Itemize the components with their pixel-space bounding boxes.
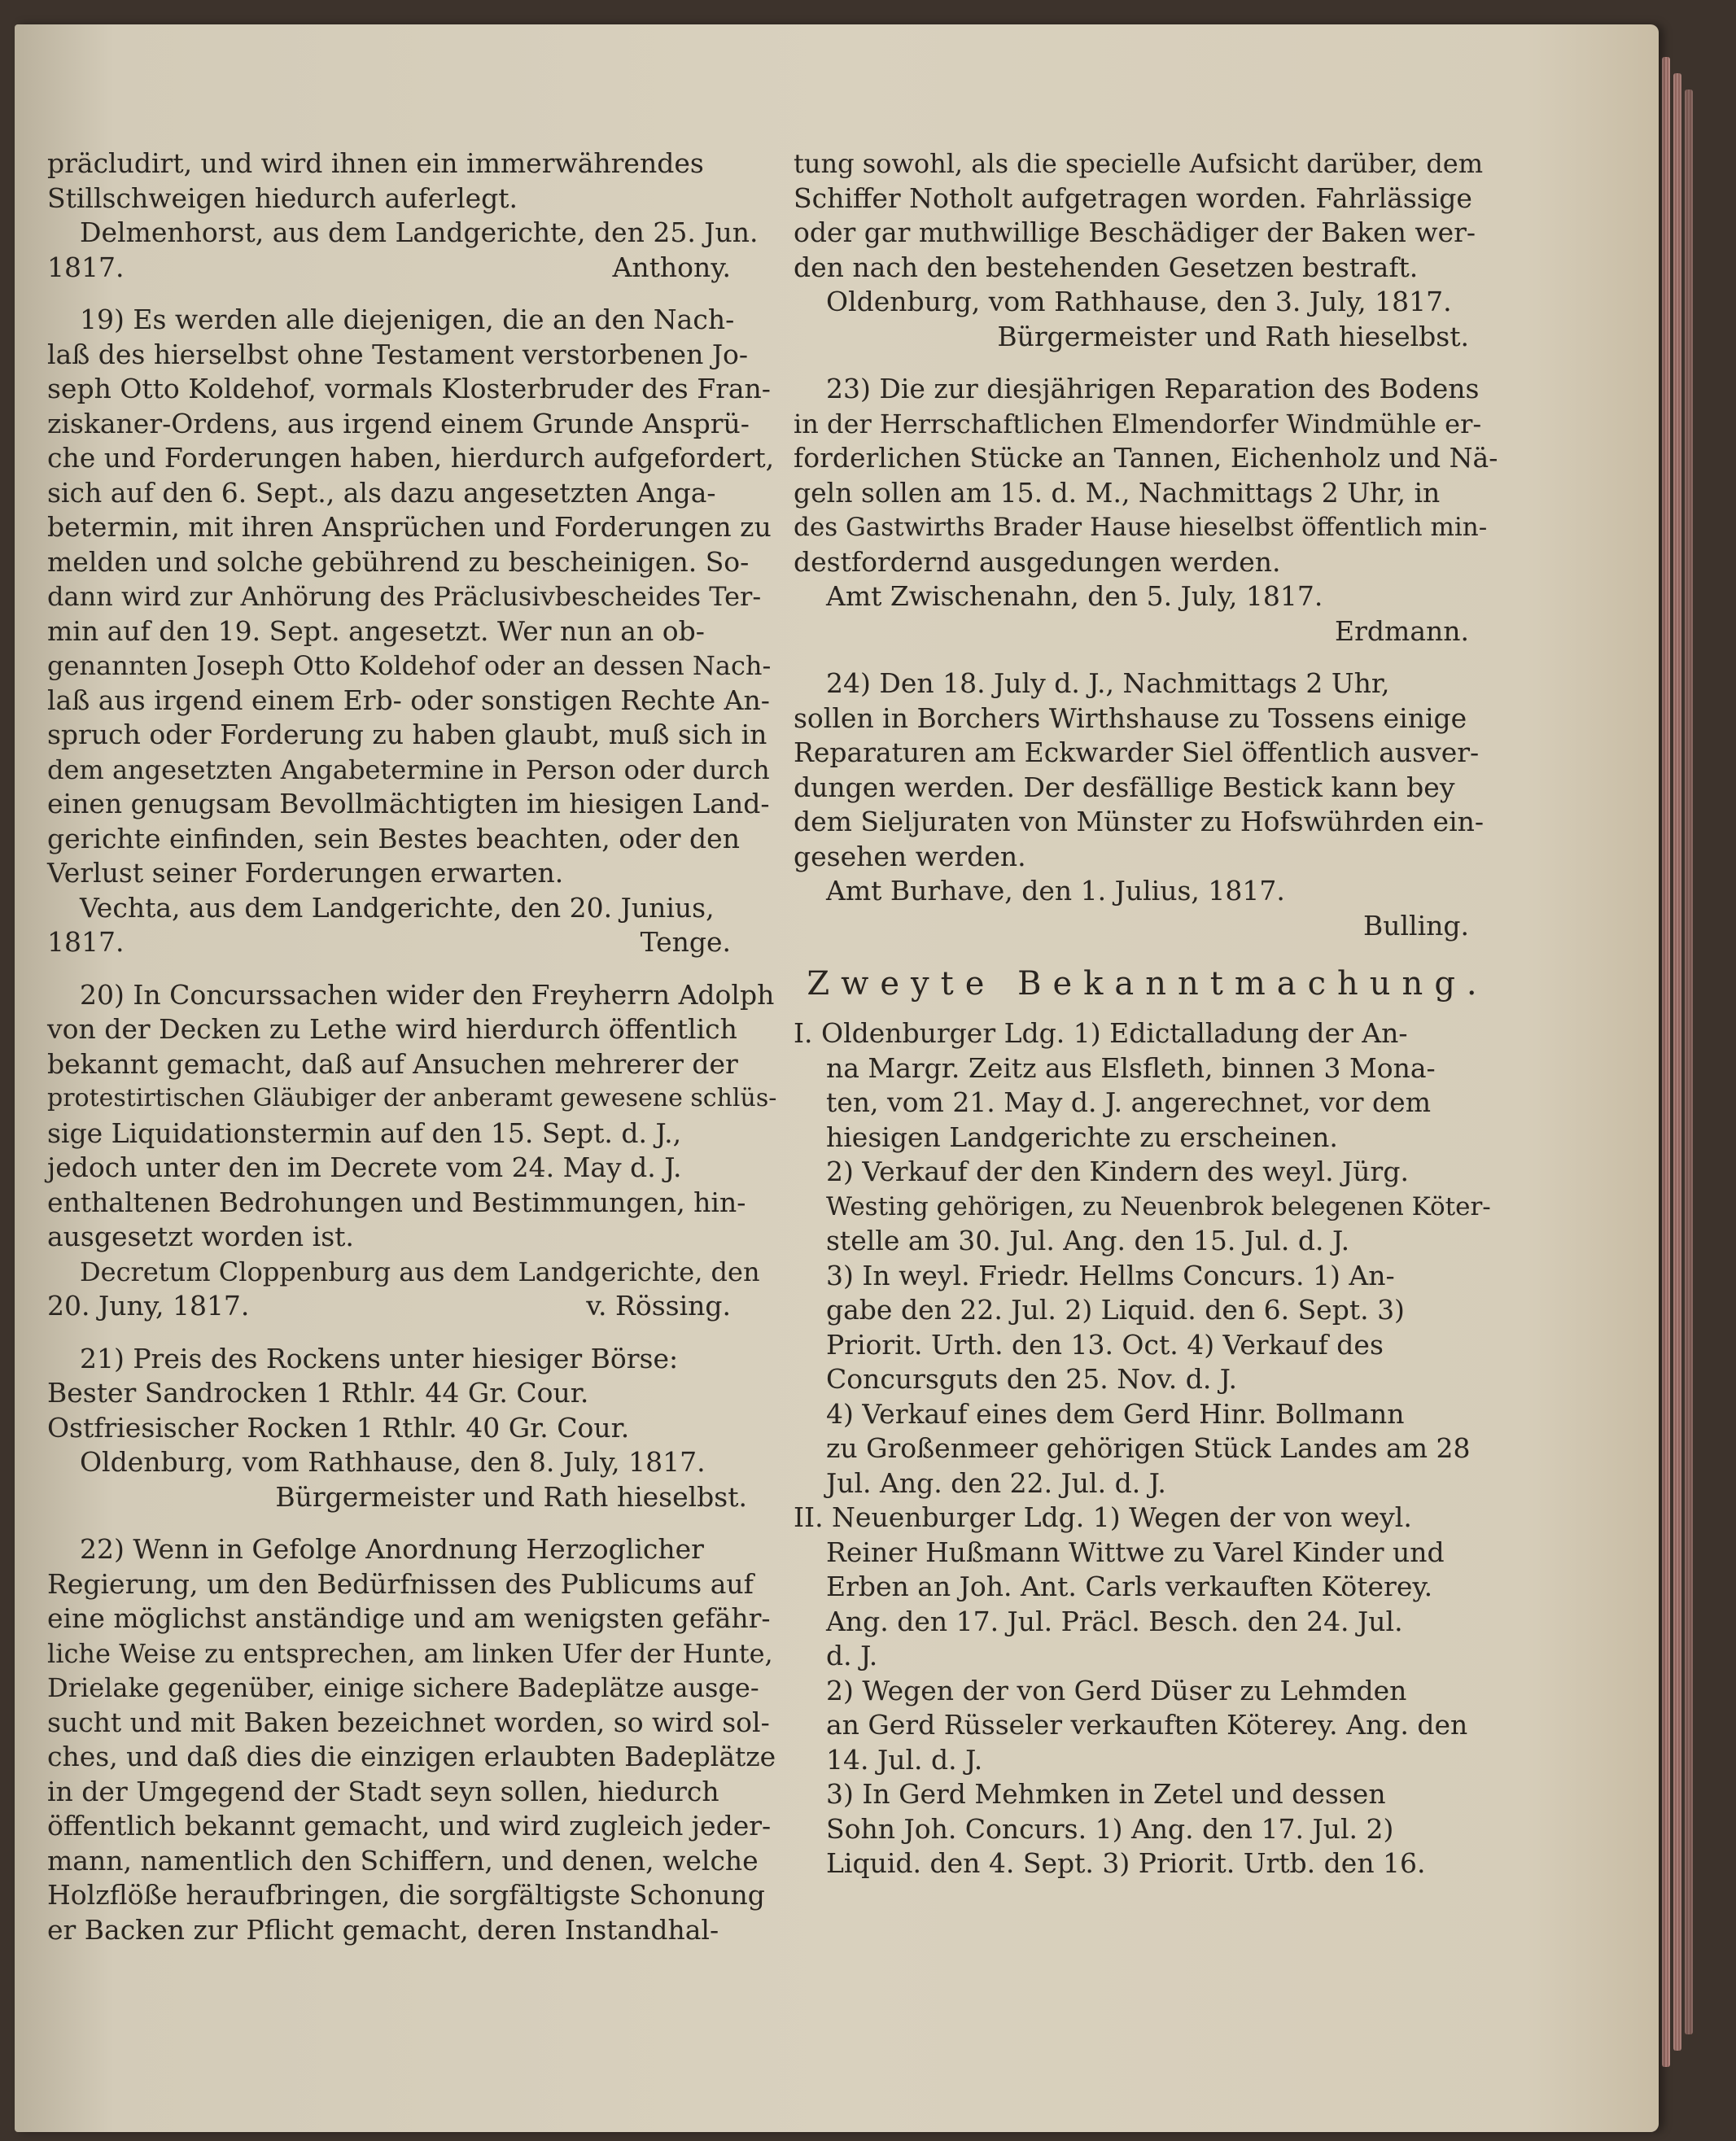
text-line: Erben an Joh. Ant. Carls verkauften Köterey. bbox=[826, 1571, 1433, 1602]
text-line: 3) In Gerd Mehmken in Zetel und dessen bbox=[826, 1778, 1386, 1810]
text-line: 20) In Concurssachen wider den Freyherrn Adolph bbox=[80, 978, 775, 1011]
text-line: von der Decken zu Lethe wird hierdurch öffentlich bbox=[47, 1013, 737, 1045]
text-line: jedoch unter den im Decrete vom 24. May d. J. bbox=[47, 1151, 682, 1183]
text-line: na Margr. Zeitz aus Elsfleth, binnen 3 Mona- bbox=[826, 1051, 1436, 1084]
text-line: Liquid. den 4. Sept. 3) Priorit. Urtb. den 16. bbox=[826, 1847, 1426, 1879]
paragraph-gap bbox=[47, 1324, 780, 1342]
text-line: Delmenhorst, aus dem Landgerichte, den 25. Jun. bbox=[80, 216, 759, 248]
text-line: Verlust seiner Forderungen erwarten. bbox=[47, 857, 564, 889]
text-line: Schiffer Notholt aufgetragen worden. Fahrlässige bbox=[794, 181, 1472, 214]
text-line: dungen werden. Der desfällige Bestick kann bey bbox=[794, 771, 1455, 803]
signature-name: Tenge. bbox=[640, 926, 731, 958]
paragraph-gap bbox=[794, 649, 1502, 666]
text-line: eine möglichst anständige und am wenigsten gefähr- bbox=[47, 1602, 771, 1634]
text-line: genannten Joseph Otto Koldehof oder an dessen Nach- bbox=[47, 650, 772, 681]
text-line bbox=[47, 1289, 780, 1324]
text-line: enthaltenen Bedrohungen und Bestimmungen, hin- bbox=[47, 1186, 746, 1218]
paragraph-gap bbox=[47, 960, 780, 978]
text-line: Concursguts den 25. Nov. d. J. bbox=[826, 1363, 1237, 1395]
text-line: den nach den bestehenden Gesetzen bestraft. bbox=[794, 251, 1419, 283]
text-line: des Gastwirths Brader Hause hieselbst öffentlich min- bbox=[794, 513, 1488, 542]
line-left-part: 20. Juny, 1817. bbox=[47, 1290, 250, 1322]
line-left-part: 1817. bbox=[47, 926, 125, 958]
text-line: destfordernd ausgedungen werden. bbox=[794, 545, 1281, 578]
text-line bbox=[47, 251, 780, 286]
text-line: oder gar muthwillige Beschädiger der Baken wer- bbox=[794, 216, 1476, 248]
text-line: Priorit. Urth. den 13. Oct. 4) Verkauf des bbox=[826, 1328, 1384, 1361]
line-left-part: 1817. bbox=[47, 251, 125, 283]
text-line: 4) Verkauf eines dem Gerd Hinr. Bollmann bbox=[826, 1397, 1405, 1430]
text-line: 2) Verkauf der den Kindern des weyl. Jürg. bbox=[826, 1156, 1409, 1187]
text-line: geln sollen am 15. d. M., Nachmittags 2 Uhr, in bbox=[794, 476, 1441, 509]
text-line: min auf den 19. Sept. angesetzt. Wer nun an ob- bbox=[47, 614, 705, 647]
text-line: mann, namentlich den Schiffern, und denen, welche bbox=[47, 1844, 759, 1877]
text-line: che und Forderungen haben, hierdurch aufgefordert, bbox=[47, 442, 775, 474]
text-line: in der Umgegend der Stadt seyn sollen, hiedurch bbox=[47, 1775, 719, 1807]
text-line: II. Neuenburger Ldg. 1) Wegen der von weyl. bbox=[794, 1501, 1412, 1533]
text-line: laß aus irgend einem Erb- oder sonstigen Rechte An- bbox=[47, 684, 770, 716]
text-line: tung sowohl, als die specielle Aufsicht darüber, dem bbox=[794, 148, 1484, 179]
text-line: stelle am 30. Jul. Ang. den 15. Jul. d. J. bbox=[826, 1225, 1350, 1256]
text-line: Westing gehörigen, zu Neuenbrok belegenen Köter- bbox=[826, 1191, 1491, 1221]
text-line: seph Otto Koldehof, vormals Klosterbruder des Fran- bbox=[47, 373, 771, 404]
text-line: Bürgermeister und Rath hieselbst. bbox=[997, 320, 1469, 352]
paragraph-gap bbox=[794, 354, 1502, 372]
signature-name: Anthony. bbox=[612, 251, 731, 283]
text-line: sige Liquidationstermin auf den 15. Sept. d. J., bbox=[47, 1116, 682, 1149]
text-line: forderlichen Stücke an Tannen, Eichenholz und Nä- bbox=[794, 442, 1498, 474]
text-line: er Backen zur Pflicht gemacht, deren Instandhal- bbox=[47, 1913, 719, 1946]
text-line: sucht und mit Baken bezeichnet worden, so wird sol- bbox=[47, 1706, 770, 1738]
text-line: 24) Den 18. July d. J., Nachmittags 2 Uhr, bbox=[826, 667, 1390, 699]
text-line bbox=[47, 925, 780, 960]
text-line: dem angesetzten Angabetermine in Person oder durch bbox=[47, 754, 770, 785]
text-line: hiesigen Landgerichte zu erscheinen. bbox=[826, 1121, 1338, 1153]
text-line: Reparaturen am Eckwarder Siel öffentlich ausver- bbox=[794, 736, 1480, 768]
text-line: laß des hierselbst ohne Testament verstorbenen Jo- bbox=[47, 338, 749, 370]
text-line: in der Herrschaftlichen Elmendorfer Windmühle er- bbox=[794, 408, 1482, 439]
text-line: 22) Wenn in Gefolge Anordnung Herzoglicher bbox=[80, 1533, 704, 1565]
text-line: Oldenburg, vom Rathhause, den 8. July, 1817. bbox=[80, 1446, 706, 1478]
text-line: dann wird zur Anhörung des Präclusivbescheides Ter- bbox=[47, 581, 762, 612]
text-line: gerichte einfinden, sein Bestes beachten, oder den bbox=[47, 822, 740, 854]
page-edge bbox=[1685, 90, 1693, 2034]
text-line: liche Weise zu entsprechen, am linken Ufer der Hunte, bbox=[47, 1637, 773, 1669]
left-column bbox=[47, 146, 780, 1947]
text-line: 14. Jul. d. J. bbox=[826, 1743, 983, 1776]
text-line: 21) Preis des Rockens unter hiesiger Börse: bbox=[80, 1342, 679, 1374]
text-line: Ang. den 17. Jul. Präcl. Besch. den 24. Jul. bbox=[826, 1605, 1403, 1637]
text-line: bekannt gemacht, daß auf Ansuchen mehrerer der bbox=[47, 1047, 738, 1080]
text-line: ziskaner-Ordens, aus irgend einem Grunde Ansprü- bbox=[47, 407, 750, 439]
text-line: Regierung, um den Bedürfnissen des Publicums auf bbox=[47, 1567, 754, 1600]
text-line: Sohn Joh. Concurs. 1) Ang. den 17. Jul. 2) bbox=[826, 1812, 1394, 1845]
text-line: 3) In weyl. Friedr. Hellms Concurs. 1) An- bbox=[826, 1259, 1395, 1291]
text-line: Drielake gegenüber, einige sichere Badeplätze ausge- bbox=[47, 1672, 759, 1703]
text-line: Decretum Cloppenburg aus dem Landgerichte, den bbox=[80, 1256, 760, 1287]
text-line: d. J. bbox=[826, 1640, 878, 1671]
text-line: betermin, mit ihren Ansprüchen und Forderungen zu bbox=[47, 511, 772, 543]
text-line: 23) Die zur diesjährigen Reparation des Bodens bbox=[826, 373, 1480, 404]
text-line: Ostfriesischer Rocken 1 Rthlr. 40 Gr. Cour. bbox=[47, 1411, 630, 1444]
text-line: dem Sieljuraten von Münster zu Hofswührden ein- bbox=[794, 806, 1485, 837]
text-line: Bulling. bbox=[1362, 909, 1469, 942]
text-line: melden und solche gebührend zu bescheinigen. So- bbox=[47, 545, 750, 578]
text-line: Erdmann. bbox=[1335, 614, 1469, 647]
text-line: öffentlich bekannt gemacht, und wird zugleich jeder- bbox=[47, 1810, 772, 1842]
text-line: gesehen werden. bbox=[794, 840, 1026, 872]
page-edge bbox=[1662, 57, 1670, 2067]
text-line: Amt Burhave, den 1. Julius, 1817. bbox=[826, 875, 1285, 907]
text-line: sich auf den 6. Sept., als dazu angesetzten Anga- bbox=[47, 476, 716, 509]
paragraph-gap bbox=[47, 1514, 780, 1532]
text-line: Jul. Ang. den 22. Jul. d. J. bbox=[826, 1466, 1166, 1499]
text-line: I. Oldenburger Ldg. 1) Edictalladung der An- bbox=[794, 1017, 1408, 1049]
text-line: spruch oder Forderung zu haben glaubt, muß sich in bbox=[47, 719, 767, 750]
text-line: an Gerd Rüsseler verkauften Köterey. Ang. den bbox=[826, 1709, 1468, 1741]
page-edge bbox=[1673, 73, 1681, 2051]
text-line: Holzflöße heraufbringen, die sorgfältigste Schonung bbox=[47, 1879, 765, 1911]
text-line: protestirtischen Gläubiger der anberamt gewesene schlüs- bbox=[47, 1084, 777, 1112]
section-heading: Zweyte Bekanntmachung. bbox=[807, 965, 1489, 1003]
text-line: Vechta, aus dem Landgerichte, den 20. Junius, bbox=[80, 891, 715, 924]
text-line: 2) Wegen der von Gerd Düser zu Lehmden bbox=[826, 1674, 1407, 1706]
text-line: sollen in Borchers Wirthshause zu Tossens einige bbox=[794, 701, 1467, 734]
text-line: gabe den 22. Jul. 2) Liquid. den 6. Sept. 3) bbox=[826, 1294, 1405, 1326]
text-line: Bester Sandrocken 1 Rthlr. 44 Gr. Cour. bbox=[47, 1377, 589, 1409]
text-line: 19) Es werden alle diejenigen, die an den Nach- bbox=[80, 304, 735, 335]
text-line: Stillschweigen hiedurch auferlegt. bbox=[47, 181, 518, 214]
text-line: ausgesetzt worden ist. bbox=[47, 1221, 354, 1252]
text-line: Amt Zwischenahn, den 5. July, 1817. bbox=[826, 580, 1323, 612]
text-line: präcludirt, und wird ihnen ein immerwährendes bbox=[47, 147, 704, 179]
text-line: Reiner Hußmann Wittwe zu Varel Kinder und bbox=[826, 1536, 1445, 1568]
text-line: einen genugsam Bevollmächtigten im hiesigen Land- bbox=[47, 788, 770, 819]
text-line: Bürgermeister und Rath hieselbst. bbox=[275, 1480, 747, 1513]
text-line: Oldenburg, vom Rathhause, den 3. July, 1817. bbox=[826, 286, 1452, 317]
signature-name: v. Rössing. bbox=[586, 1290, 731, 1322]
right-column bbox=[794, 146, 1502, 1881]
text-line: zu Großenmeer gehörigen Stück Landes am 28 bbox=[826, 1432, 1471, 1464]
paragraph-gap bbox=[47, 285, 780, 303]
text-line: ten, vom 21. May d. J. angerechnet, vor dem bbox=[826, 1086, 1431, 1118]
text-line: ches, und daß dies die einzigen erlaubten Badeplätze bbox=[47, 1741, 776, 1772]
